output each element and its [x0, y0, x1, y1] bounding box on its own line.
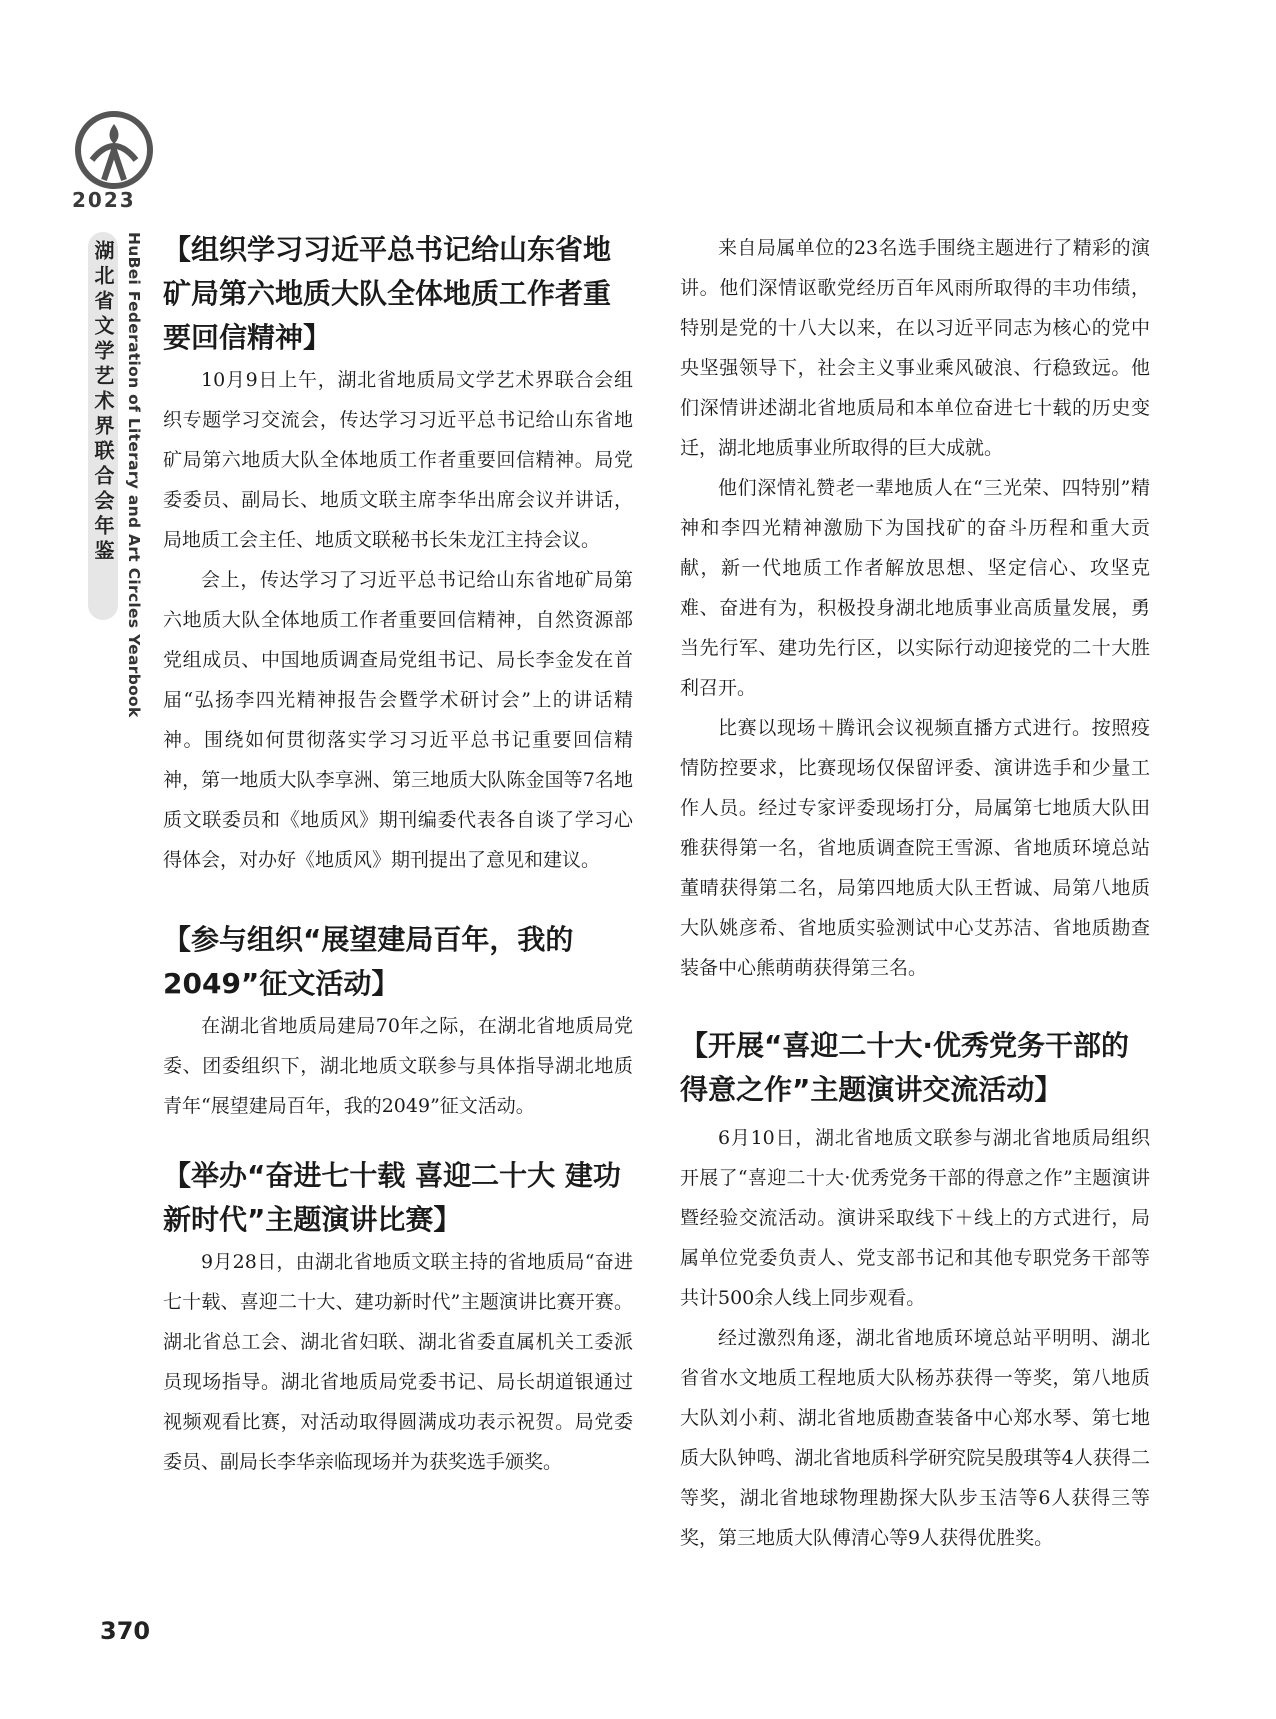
- spacer: [163, 1126, 633, 1154]
- page-number: 370: [100, 1617, 151, 1645]
- yearbook-year: 2023: [72, 188, 136, 212]
- section-heading: 【组织学习习近平总书记给山东省地矿局第六地质大队全体地质工作者重要回信精神】: [163, 233, 612, 354]
- paragraph: 经过激烈角逐，湖北省地质环境总站平明明、湖北省省水文地质工程地质大队杨苏获得一等奖，第八地质大队刘小莉、湖北省地质勘查装备中心郑水琴、第七地质大队钟鸣、湖北省地质科学研究院吴殷琪等4人获得二等奖，湖北省地球物理勘探大队步玉洁等6人获得三等奖，第三地质大队傅清心等9人获得优胜奖。: [680, 1327, 1150, 1549]
- paragraph: 比赛以现场＋腾讯会议视频直播方式进行。按照疫情防控要求，比赛现场仅保留评委、演讲选手和少量工作人员。经过专家评委现场打分，局属第七地质大队田雅获得第一名，省地质调查院王雪源、省地质环境总站董晴获得第二名，局第四地质大队王哲诚、局第八地质大队姚彦希、省地质实验测试中心艾苏洁、省地质勘查装备中心熊萌萌获得第三名。: [680, 717, 1150, 979]
- paragraph: 会上，传达学习了习近平总书记给山东省地矿局第六地质大队全体地质工作者重要回信精神，自然资源部党组成员、中国地质调查局党组书记、局长李金发在首届“弘扬李四光精神报告会暨学术研讨会”上的讲话精神。围绕如何贯彻落实学习习近平总书记重要回信精神，第一地质大队李享洲、第三地质大队陈金国等7名地质文联委员和《地质风》期刊编委代表各自谈了学习心得体会，对办好《地质风》期刊提出了意见和建议。: [163, 569, 633, 871]
- right-column: [680, 228, 1150, 1558]
- left-column: [163, 228, 633, 1482]
- paragraph: 他们深情礼赞老一辈地质人在“三光荣、四特别”精神和李四光精神激励下为国找矿的奋斗历程和重大贡献，新一代地质工作者解放思想、坚定信心、攻坚克难、奋进有为，积极投身湖北地质事业高质量发展，勇当先行军、建功先行区，以实际行动迎接党的二十大胜利召开。: [680, 477, 1150, 699]
- section-heading: 【举办“奋进七十载 喜迎二十大 建功新时代”主题演讲比赛】: [163, 1159, 621, 1236]
- paragraph: 来自局属单位的23名选手围绕主题进行了精彩的演讲。他们深情讴歌党经历百年风雨所取得的丰功伟绩，特别是党的十八大以来，在以习近平同志为核心的党中央坚强领导下，社会主义事业乘风破浪、行稳致远。他们深情讲述湖北省地质局和本单位奋进七十载的历史变迁，湖北地质事业所取得的巨大成就。: [680, 237, 1150, 459]
- yearbook-title-chinese: 湖北省文学艺术界联合会年鉴: [88, 232, 118, 620]
- paragraph: 在湖北省地质局建局70年之际，在湖北省地质局党委、团委组织下，湖北地质文联参与具体指导湖北地质青年“展望建局百年，我的2049”征文活动。: [163, 1015, 633, 1117]
- yearbook-title-english: HuBei Federation of Literary and Art Circles Yearbook: [125, 232, 143, 718]
- section-heading: 【参与组织“展望建局百年，我的2049”征文活动】: [163, 923, 574, 1000]
- section-heading: 【开展“喜迎二十大·优秀党务干部的得意之作”主题演讲交流活动】: [680, 1029, 1130, 1106]
- federation-logo-icon: [74, 110, 154, 190]
- paragraph: 6月10日，湖北省地质文联参与湖北省地质局组织开展了“喜迎二十大·优秀党务干部的得意之作”主题演讲暨经验交流活动。演讲采取线下＋线上的方式进行，局属单位党委负责人、党支部书记和其他专职党务干部等共计500余人线上同步观看。: [680, 1127, 1150, 1309]
- spacer: [680, 988, 1150, 1024]
- paragraph: 10月9日上午，湖北省地质局文学艺术界联合会组织专题学习交流会，传达学习习近平总书记给山东省地矿局第六地质大队全体地质工作者重要回信精神。局党委委员、副局长、地质文联主席李华出席会议并讲话，局地质工会主任、地质文联秘书长朱龙江主持会议。: [163, 369, 633, 551]
- spacer: [163, 880, 633, 918]
- paragraph: 9月28日，由湖北省地质文联主持的省地质局“奋进七十载、喜迎二十大、建功新时代”主题演讲比赛开赛。湖北省总工会、湖北省妇联、湖北省委直属机关工委派员现场指导。湖北省地质局党委书记、局长胡道银通过视频观看比赛，对活动取得圆满成功表示祝贺。局党委委员、副局长李华亲临现场并为获奖选手颁奖。: [163, 1251, 633, 1473]
